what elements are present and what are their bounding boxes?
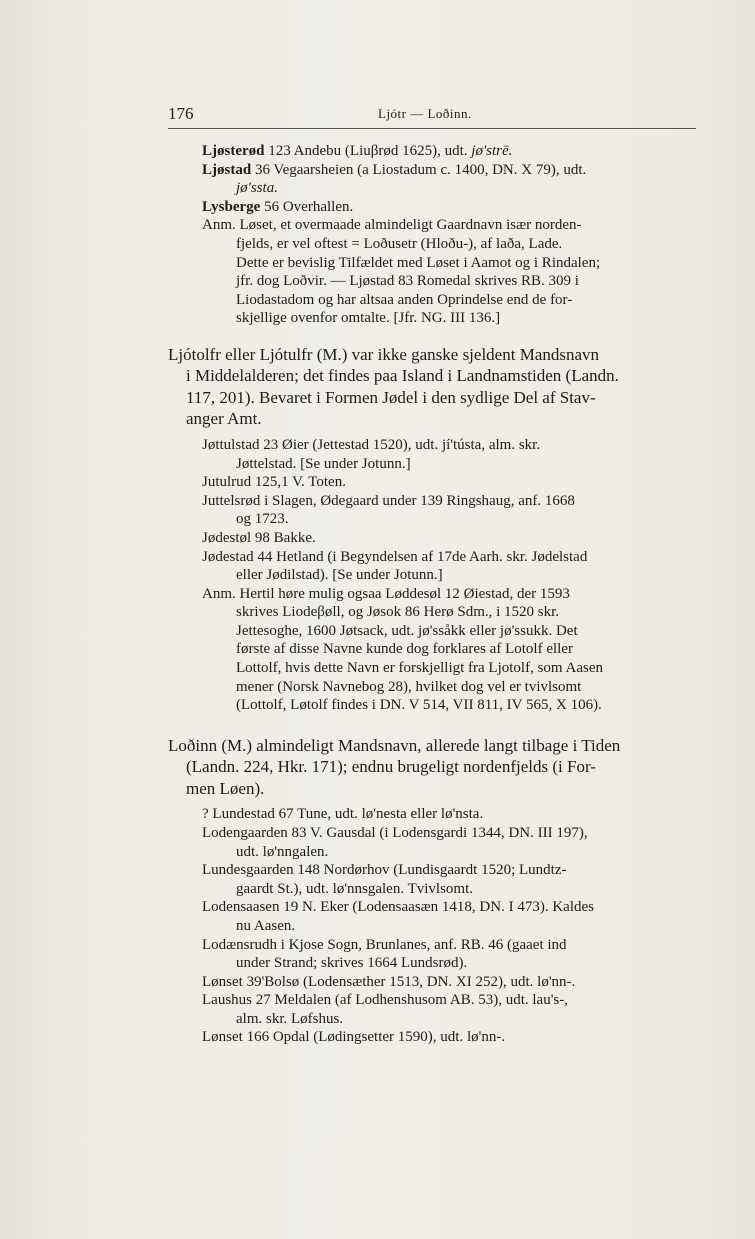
- article-line: Loðinn (M.) almindeligt Mandsnavn, allerede langt tilbage i Tiden: [168, 735, 621, 755]
- entry-line: Lønset 39'Bolsø (Lodensæther 1513, DN. XI 252), udt. lø'nn-.: [202, 973, 576, 990]
- page-header: [168, 100, 698, 126]
- entries-ljosterod: [168, 142, 698, 216]
- anm-line: Jettesoghe, 1600 Jøtsack, udt. jø'ssåkk eller jø'ssukk. Det: [236, 622, 578, 639]
- running-head: Ljótr — Loðinn.: [378, 106, 472, 121]
- entry-line: ? Lundestad 67 Tune, udt. lø'nesta eller lø'nsta.: [202, 806, 484, 823]
- page-body: [168, 142, 698, 1047]
- article-line: anger Amt.: [186, 409, 262, 429]
- article-line: men Løen).: [186, 778, 265, 798]
- entry-line: gaardt St.), udt. lø'nnsgalen. Tvivlsomt.: [236, 880, 473, 897]
- entry-line: eller Jødilstad). [Se under Jotunn.]: [236, 567, 443, 584]
- header-rule: [168, 128, 696, 129]
- entry-ljostad-cont: jø'ssta.: [236, 180, 278, 197]
- entry-line: under Strand; skrives 1664 Lundsrød).: [236, 955, 468, 972]
- entry-line: Jødestad 44 Hetland (i Begyndelsen af 17de Aarh. skr. Jødelstad: [202, 548, 588, 565]
- entry-line: og 1723.: [236, 511, 289, 528]
- article-line: i Middelalderen; det findes paa Island i Landnamstiden (Landn.: [186, 366, 619, 386]
- article-line: (Landn. 224, Hkr. 171); endnu brugeligt nordenfjelds (i For-: [186, 757, 596, 777]
- entry-ljostad: Ljøstad 36 Vegaarsheien (a Liostadum c. 1400, DN. X 79), udt.: [202, 161, 587, 178]
- entry-line: Jøttulstad 23 Øier (Jettestad 1520), udt. jí'tústa, alm. skr.: [202, 436, 541, 453]
- anm-line: Anm. Hertil høre mulig ogsaa Løddesøl 12 Øiestad, der 1593: [202, 585, 570, 602]
- entry-line: udt. lø'nngalen.: [236, 843, 329, 860]
- entry-ljosterod: Ljøsterød 123 Andebu (Liuβrød 1625), udt. jø'strē.: [202, 143, 513, 159]
- article-lodinn: [168, 735, 698, 800]
- article-ljotolfr: [168, 344, 698, 430]
- anm-loddesol: [168, 585, 698, 715]
- anm-line: jfr. dog Loðvir. — Ljøstad 83 Romedal skrives RB. 309 i: [236, 273, 579, 290]
- anm-line: fjelds, er vel oftest = Loðusetr (Hloðu-), af laða, Lade.: [236, 235, 563, 252]
- anm-loset: [168, 216, 698, 328]
- entry-line: Jødestøl 98 Bakke.: [202, 529, 316, 546]
- anm-line: Liodastadom og har altsaa anden Oprindelse end de for-: [236, 291, 573, 308]
- entry-line: alm. skr. Løfshus.: [236, 1010, 344, 1027]
- anm-line: skjellige ovenfor omtalte. [Jfr. NG. III 136.]: [236, 310, 501, 327]
- entry-line: Lønset 166 Opdal (Lødingsetter 1590), udt. lø'nn-.: [202, 1029, 506, 1046]
- entry-line: Lundesgaarden 148 Nordørhov (Lundisgaardt 1520; Lundtz-: [202, 862, 567, 879]
- anm-line: Dette er bevislig Tilfældet med Løset i Aamot og i Rindalen;: [236, 254, 601, 271]
- anm-line: skrives Liodeβøll, og Jøsok 86 Herø Sdm., i 1520 skr.: [236, 604, 560, 621]
- anm-line: (Lottolf, Løtolf findes i DN. V 514, VII 811, IV 565, X 106).: [236, 697, 602, 714]
- entries-jottulstad: [168, 436, 698, 585]
- anm-line: første af disse Navne kunde dog forklares af Lotolf eller: [236, 641, 573, 658]
- anm-line: Lottolf, hvis dette Navn er forskjelligt fra Ljotolf, som Aasen: [236, 660, 604, 677]
- article-line: 117, 201). Bevaret i Formen Jødel i den sydlige Del af Stav-: [186, 387, 596, 407]
- entry-line: Jutulrud 125,1 V. Toten.: [202, 474, 346, 491]
- page-number: 176: [168, 104, 194, 123]
- entry-line: Juttelsrød i Slagen, Ødegaard under 139 Ringshaug, anf. 1668: [202, 492, 575, 509]
- article-line: Ljótolfr eller Ljótulfr (M.) var ikke ganske sjeldent Mandsnavn: [168, 344, 600, 364]
- entry-line: Lodengaarden 83 V. Gausdal (i Lodensgardi 1344, DN. III 197),: [202, 824, 588, 841]
- entry-line: nu Aasen.: [236, 917, 296, 934]
- anm-line: Anm. Løset, et overmaade almindeligt Gaardnavn især norden-: [202, 217, 582, 234]
- entry-line: Lodænsrudh i Kjose Sogn, Brunlanes, anf. RB. 46 (gaaet ind: [202, 936, 567, 953]
- entries-lundestad: [168, 805, 698, 1047]
- entry-lysberge: Lysberge 56 Overhallen.: [202, 198, 354, 215]
- entry-line: Laushus 27 Meldalen (af Lodhenshusom AB. 53), udt. lau's-,: [202, 992, 568, 1009]
- anm-line: mener (Norsk Navnebog 28), hvilket dog vel er tvivlsomt: [236, 678, 582, 695]
- entry-line: Lodensaasen 19 N. Eker (Lodensaasæn 1418, DN. I 473). Kaldes: [202, 899, 594, 916]
- entry-line: Jøttelstad. [Se under Jotunn.]: [236, 455, 411, 472]
